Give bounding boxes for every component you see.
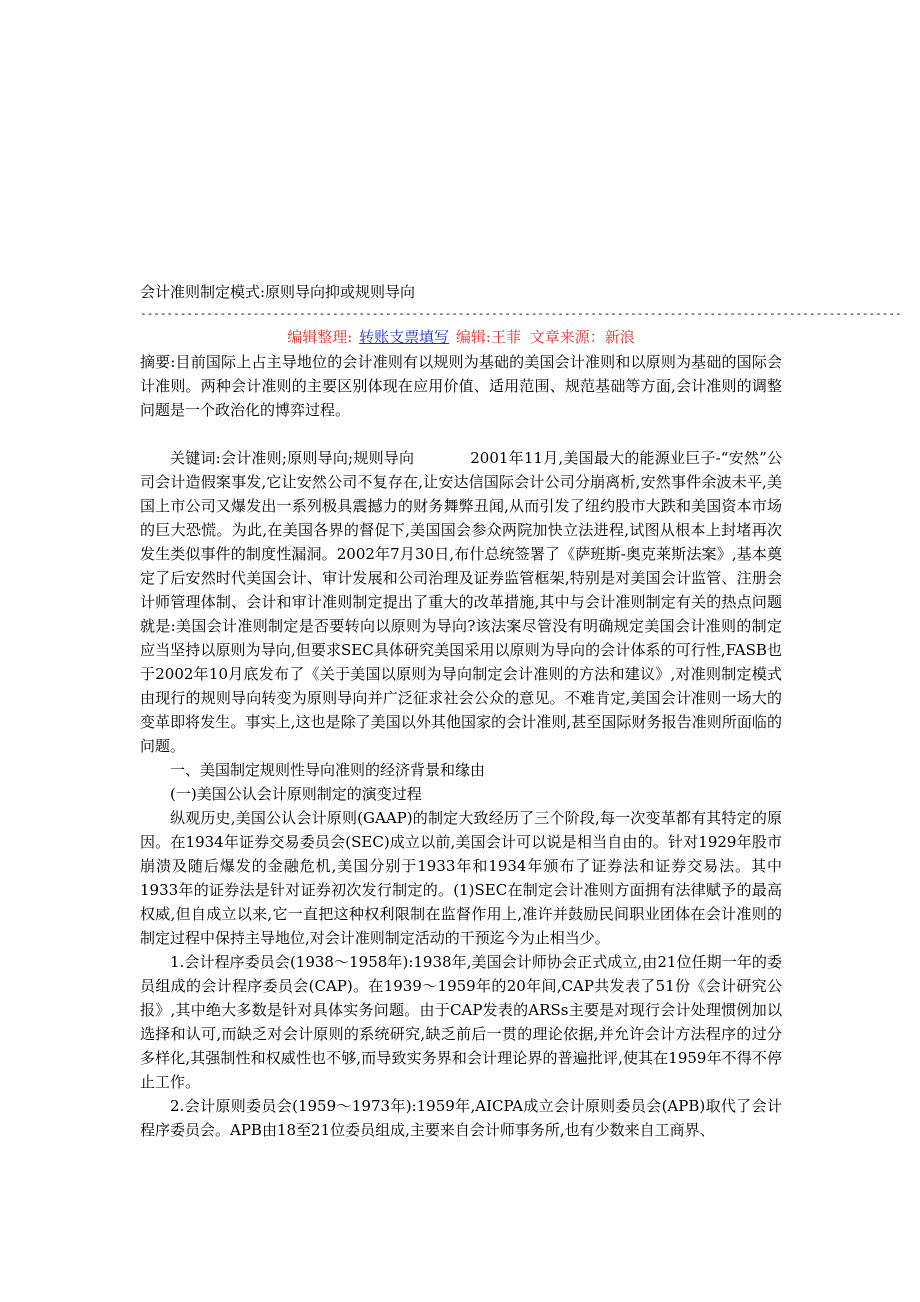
divider-line: ------------------------------------------------------------------------------------------------------------------- (140, 307, 902, 320)
section-heading-2: (一)美国公认会计原则制定的演变过程 (170, 785, 422, 803)
credit-link[interactable]: 转账支票填写 (359, 328, 450, 346)
body-paragraph-2: 1.会计程序委员会(1938～1958年):1938年,美国会计师协会正式成立,由21位任期一年的委员组成的会计程序委员会(CAP)。在1939～1959年的20年间,CAP共发表了51份《会计研究公报》,其中绝大多数是针对具体实务问题。由于CAP发表的ARSs主要是对现行会计处理惯例加以选择和认可,而缺乏对会计原则的系统研究,缺乏前后一贯的理论依据,并允许会计方法程序的过分多样化,其强制性和权威性也不够,而导致实务界和会计理论界的普遍批评,使其在1959年不得不停止工作。 (140, 953, 782, 1091)
keywords-intro-paragraph (140, 446, 782, 758)
credit-source: 文章来源：新浪 (529, 328, 635, 346)
credit-prefix: 编辑整理: (287, 328, 353, 346)
keywords: 关键词:会计准则;原则导向;规则导向 (170, 449, 415, 467)
credit-editor: 编辑:王菲 (455, 328, 521, 346)
intro-text: 2001年11月,美国最大的能源业巨子-“安然”公司会计造假案事发,它让安然公司不复存在,让安达信国际会计公司分崩离析,安然事件余波未平,美国上市公司又爆发出一系列极具震撼力的财务舞弊丑闻,从而引发了纽约股市大跌和美国资本市场的巨大恐慌。为此,在美国各界的督促下,美国国会参众两院加快立法进程,试图从根本上封堵再次发生类似事件的制度性漏洞。2002年7月30日,布什总统签署了《萨班斯-奥克莱斯法案》,基本奠定了后安然时代美国会计、审计发展和公司治理及证券监管框架,特别是对美国会计监管、注册会计师管理体制、会计和审计准则制定提出了重大的改革措施,其中与会计准则制定有关的热点问题就是:美国会计准则制定是否要转向以原则为导向?该法案尽管没有明确规定美国会计准则的制定应当坚持以原则为导向,但要求SEC具体研究美国采用以原则为导向的会计体系的可行性,FASB也于2002年10月底发布了《关于美国以原则为导向制定会计准则的方法和建议》,对准则制定模式由现行的规则导向转变为原则导向并广泛征求社会公众的意见。不难肯定,美国会计准则一场大的变革即将发生。事实上,这也是除了美国以外其他国家的会计准则,甚至国际财务报告准则所面临的问题。 (140, 449, 782, 755)
article-title: 会计准则制定模式:原则导向抑或规则导向 (140, 283, 416, 301)
abstract-paragraph: 摘要:目前国际上占主导地位的会计准则有以规则为基础的美国会计准则和以原则为基础的国际会计准则。两种会计准则的主要区别体现在应用价值、适用范围、规范基础等方面,会计准则的调整问题是一个政治化的博弈过程。 (140, 353, 782, 419)
body-paragraph-1: 纵观历史,美国公认会计原则(GAAP)的制定大致经历了三个阶段,每一次变革都有其特定的原因。在1934年证券交易委员会(SEC)成立以前,美国会计可以说是相当自由的。针对1929年股市崩溃及随后爆发的金融危机,美国分别于1933年和1934年颁布了证券法和证券交易法。其中1933年的证券法是针对证券初次发行制定的。(1)SEC在制定会计准则方面拥有法律赋予的最高权威,但自成立以来,它一直把这种权利限制在监督作用上,准许并鼓励民间职业团体在会计准则的制定过程中保持主导地位,对会计准则制定活动的干预迄今为止相当少。 (140, 809, 782, 947)
credit-line (140, 324, 782, 350)
document-page (140, 280, 902, 1142)
blank-line (140, 422, 782, 446)
body-paragraph-3: 2.会计原则委员会(1959～1973年):1959年,AICPA成立会计原则委员会(APB)取代了会计程序委员会。APB由18至21位委员组成,主要来自会计师事务所,也有少数来自工商界、 (140, 1097, 782, 1139)
section-heading-1: 一、美国制定规则性导向准则的经济背景和缘由 (170, 761, 486, 779)
